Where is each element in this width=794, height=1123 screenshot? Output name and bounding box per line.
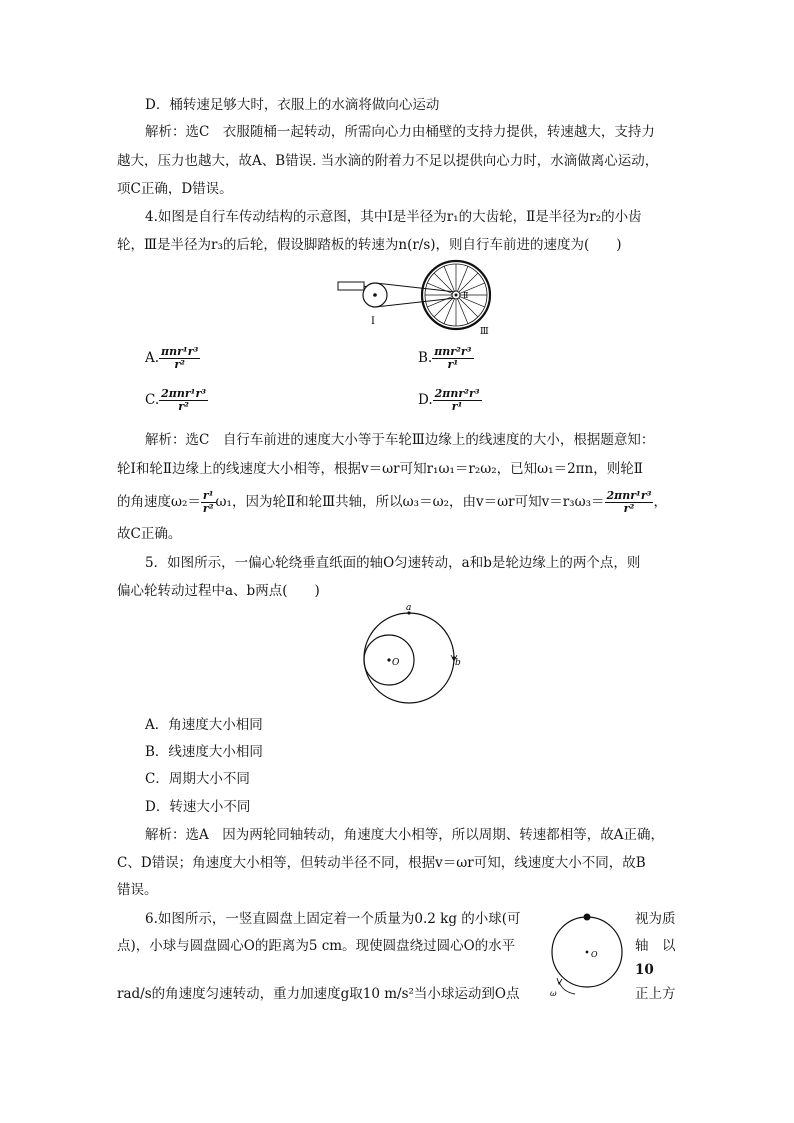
pedal-crank <box>338 282 364 290</box>
q6-stem-line-2b: 轴 以 <box>635 938 676 954</box>
q4-option-b-numerator: πnr²r³ <box>434 345 472 358</box>
q6-stem-line-3b: 正上方 <box>635 986 676 1002</box>
q3-analysis-line-2: 越大，压力也越大，故A、B错误. 当水滴的附着力不足以提供向心力时，水滴做离心运动， <box>117 153 659 169</box>
q4-option-a-fraction <box>159 346 200 371</box>
q4-stem-line-2: 轮，Ⅲ是半径为r₃的后轮，假设脚踏板的转速为n(r/s)，则自行车前进的速度为( ) <box>117 237 622 253</box>
axis-o-point <box>387 658 390 661</box>
q4-option-b-fraction <box>432 346 473 371</box>
q4-analysis-fraction-2-numerator: 2πnr¹r³ <box>606 489 652 502</box>
q5-stem-line-2: 偏心轮转动过程中a、b两点( ) <box>117 583 320 599</box>
q4-analysis-line-4: 故C正确。 <box>117 526 182 542</box>
q4-analysis-fraction-1-denominator: r² <box>202 502 214 515</box>
q6-stem-line-3a: rad/s的角速度匀速转动，重力加速度g取10 m/s²当小球运动到O点 <box>117 986 520 1002</box>
q4-option-b-label: B. <box>418 350 433 366</box>
chain-top <box>375 283 456 292</box>
q4-analysis-line-1: 解析：选C 自行车前进的速度大小等于车轮Ⅲ边缘上的线速度的大小，根据题意知： <box>145 432 655 448</box>
q4-analysis-line-3-part-c: ， <box>653 494 667 510</box>
q4-analysis-fraction-1 <box>201 490 216 515</box>
q6-stem-line-2c: 10 <box>635 962 654 978</box>
q4-analysis-fraction-1-numerator: r¹ <box>202 489 214 502</box>
q4-option-c-fraction <box>159 388 208 413</box>
q3-option-d: D．桶转速足够大时，衣服上的水滴将做向心运动 <box>145 97 440 113</box>
q4-option-a-denominator: r² <box>174 358 185 371</box>
q3-analysis-line-1: 解析：选C 衣服随桶一起转动，所需向心力由桶壁的支持力提供，转速越大，支持力 <box>145 124 655 140</box>
ball <box>584 914 591 921</box>
q5-analysis-line-2: C、D错误；角速度大小相等，但转动半径不同，根据v＝ωr可知，线速度大小不同，故B <box>117 855 646 871</box>
label-o: O <box>392 658 400 668</box>
q5-option-d: D．转速大小不同 <box>145 799 251 815</box>
q4-analysis-fraction-2-denominator: r² <box>623 502 635 515</box>
outer-wheel-circle <box>364 613 454 703</box>
q4-option-c-label: C. <box>145 392 160 408</box>
q4-analysis-line-3-part-b: ω₁，因为轮Ⅱ和轮Ⅲ共轴，所以ω₃＝ω₂，由v＝ωr可知v＝r₃ω₃＝ <box>215 494 605 510</box>
disc-center-point <box>586 951 589 954</box>
bicycle-transmission-figure <box>335 258 495 340</box>
q4-option-b-denominator: r¹ <box>447 358 459 371</box>
q5-option-c: C．周期大小不同 <box>145 771 250 787</box>
q6-stem-line-2a: 点)，小球与圆盘圆心O的距离为5 cm。现使圆盘绕过圆心O的水平 <box>117 938 516 954</box>
q4-option-c <box>145 388 208 413</box>
label-a: a <box>406 603 412 613</box>
q4-analysis-line-3 <box>117 488 667 516</box>
q5-option-b: B．线速度大小相同 <box>145 744 263 760</box>
q5-stem-line-1: 5．如图所示，一偏心轮绕垂直纸面的轴O匀速转动，a和b是轮边缘上的两个点，则 <box>145 555 641 571</box>
q4-option-b <box>418 346 474 371</box>
q4-option-d-denominator: r¹ <box>451 400 463 413</box>
q4-option-a <box>145 346 200 371</box>
label-gear-2: Ⅱ <box>463 291 469 300</box>
q4-analysis-line-3-part-a: 的角速度ω₂＝ <box>117 494 201 510</box>
q4-analysis-line-2: 轮Ⅰ和轮Ⅱ边缘上的线速度大小相等，根据v＝ωr可知r₁ω₁＝r₂ω₂，已知ω₁＝2πn，则轮Ⅱ <box>117 461 643 477</box>
q4-option-c-denominator: r² <box>178 400 189 413</box>
label-gear-1: Ⅰ <box>371 316 375 327</box>
q4-option-d <box>418 388 482 413</box>
q5-analysis-line-1: 解析：选A 因为两轮同轴转动，角速度大小相等，所以周期、转速都相等，故A正确， <box>145 827 664 843</box>
q4-option-d-label: D. <box>418 392 433 408</box>
q4-stem-line-1: 4.如图是自行车传动结构的示意图，其中Ⅰ是半径为r₁的大齿轮，Ⅱ是半径为r₂的小齿 <box>145 209 642 225</box>
label-omega: ω <box>550 989 557 998</box>
q6-stem-line-1b: 视为质 <box>635 911 676 927</box>
q5-analysis-line-3: 错误。 <box>117 882 158 898</box>
q5-option-a: A．角速度大小相同 <box>145 717 263 733</box>
q4-option-a-label: A. <box>145 350 160 366</box>
q6-stem-line-1a: 6.如图所示，一竖直圆盘上固定着一个质量为0.2 kg 的小球(可 <box>145 911 521 927</box>
q4-option-d-numerator: 2πnr²r³ <box>434 387 480 400</box>
q4-option-c-numerator: 2πnr¹r³ <box>161 387 207 400</box>
q4-analysis-fraction-2 <box>605 490 654 515</box>
q4-option-a-numerator: πnr¹r³ <box>161 345 199 358</box>
label-o: O <box>591 950 598 959</box>
rotating-disc-figure <box>545 890 630 1010</box>
q4-option-d-fraction <box>433 388 482 413</box>
eccentric-wheel-figure <box>355 603 465 708</box>
label-wheel-3: Ⅲ <box>480 327 489 337</box>
label-b: b <box>455 658 461 668</box>
q3-analysis-line-3: 项C正确，D错误。 <box>117 181 233 197</box>
chain-bottom <box>375 298 456 307</box>
